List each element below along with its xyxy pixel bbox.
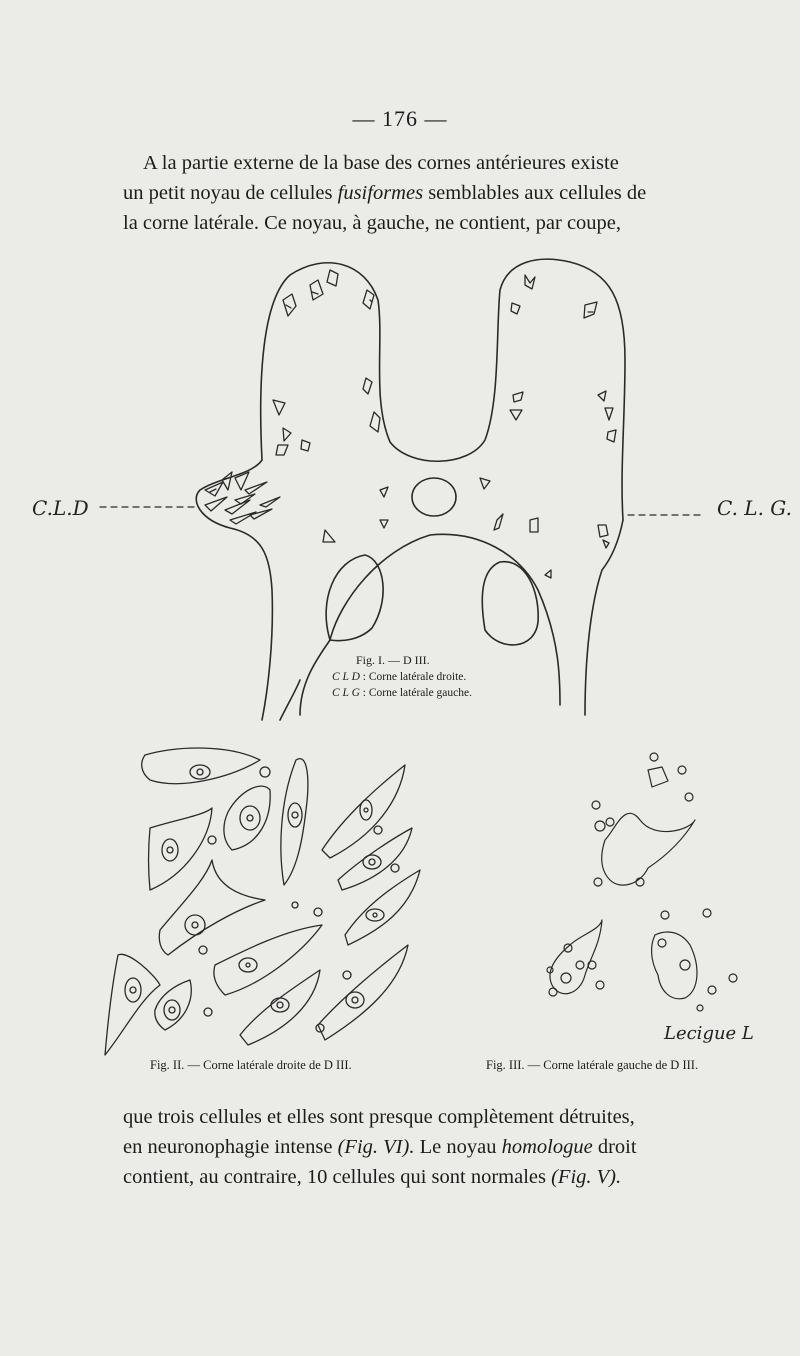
figure-1-legend-a: C L D : Corne latérale droite.	[332, 671, 467, 683]
fusiform-cells	[105, 748, 420, 1055]
figure-1-legend-b: C L G : Corne latérale gauche.	[332, 687, 472, 699]
figure-1-title: Fig. I. — D III.	[356, 653, 430, 667]
page-number: — 176 —	[352, 106, 448, 131]
text-line: A la partie externe de la base des cornes antérieures existe	[143, 152, 619, 174]
text-line: que trois cellules et elles sont presque complètement détruites,	[123, 1106, 635, 1128]
spinal-cord-outline	[196, 259, 625, 720]
paragraph-bottom	[123, 1102, 711, 1192]
artist-signature: Lecigue L	[664, 1023, 754, 1044]
label-clg: C. L. G.	[717, 496, 792, 520]
text-line: un petit noyau de cellules fusiformes semblables aux cellules de	[123, 182, 647, 204]
degenerated-cells	[547, 753, 737, 1011]
figure-3-caption: Fig. III. — Corne latérale gauche de D III.	[486, 1058, 699, 1072]
text-line: la corne latérale. Ce noyau, à gauche, ne contient, par coupe,	[123, 212, 622, 234]
text-line: contient, au contraire, 10 cellules qui sont normales (Fig. V).	[123, 1166, 622, 1188]
horn-cells	[205, 270, 616, 578]
text-line: en neuronophagie intense (Fig. VI). Le noyau homologue droit	[123, 1136, 637, 1158]
paragraph-top	[123, 148, 711, 238]
figure-2-caption: Fig. II. — Corne latérale droite de D III.	[150, 1058, 352, 1072]
label-cld: C.L.D	[32, 496, 89, 520]
